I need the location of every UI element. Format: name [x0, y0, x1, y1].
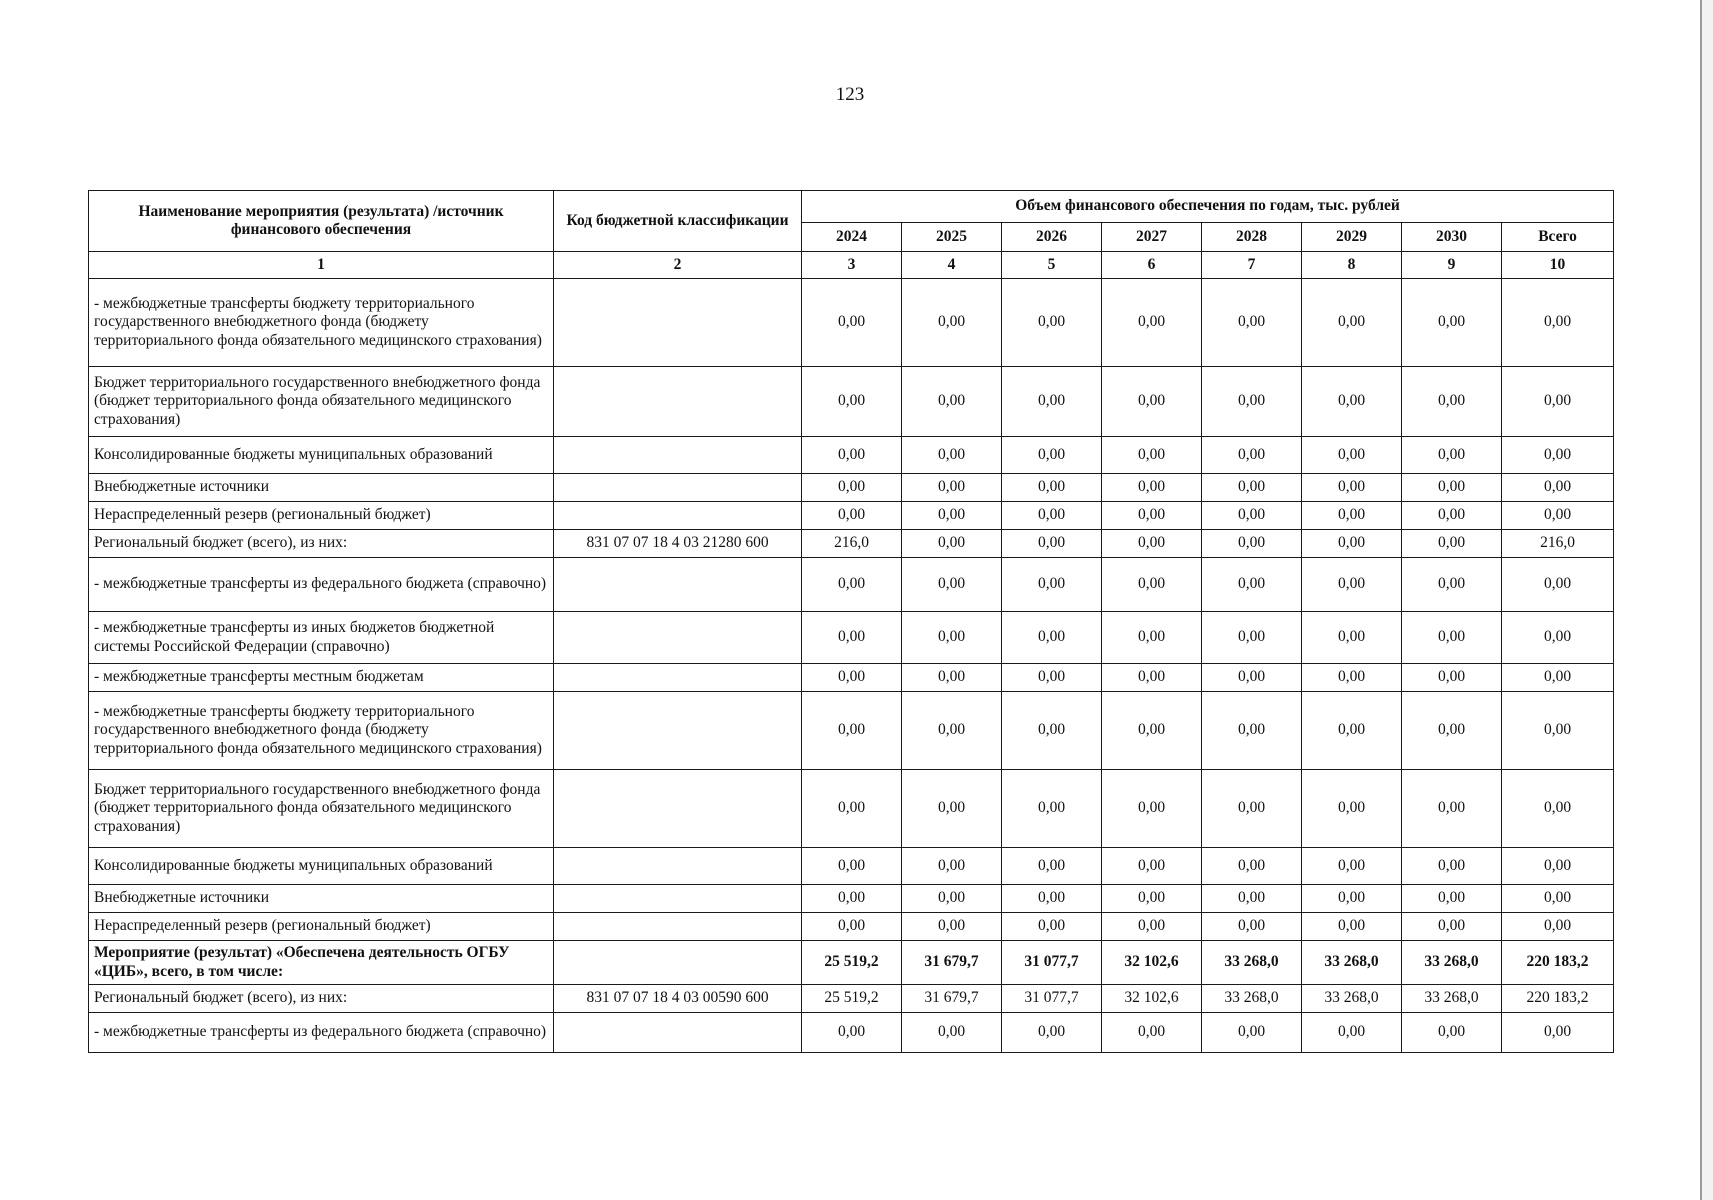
header-year: 2024 — [802, 223, 902, 252]
row-year-value: 0,00 — [1202, 664, 1302, 692]
row-year-value: 0,00 — [1402, 848, 1502, 885]
header-total: Всего — [1502, 223, 1614, 252]
row-year-value: 0,00 — [1302, 474, 1402, 502]
row-year-value: 0,00 — [1002, 848, 1102, 885]
row-year-value: 0,00 — [1202, 770, 1302, 848]
row-name: - межбюджетные трансферты местным бюджетам — [89, 664, 554, 692]
row-year-value: 0,00 — [802, 612, 902, 664]
row-year-value: 0,00 — [1402, 279, 1502, 367]
table-row — [89, 985, 1614, 1013]
row-year-value: 33 268,0 — [1402, 941, 1502, 985]
row-year-value: 0,00 — [1102, 437, 1202, 474]
row-name: Нераспределенный резерв (региональный бюджет) — [89, 913, 554, 941]
row-year-value: 32 102,6 — [1102, 941, 1202, 985]
table-row — [89, 502, 1614, 530]
row-total-value: 0,00 — [1502, 279, 1614, 367]
table-row — [89, 770, 1614, 848]
row-year-value: 0,00 — [1202, 913, 1302, 941]
row-year-value: 0,00 — [1302, 530, 1402, 558]
row-budget-code — [554, 474, 802, 502]
row-year-value: 0,00 — [1102, 279, 1202, 367]
row-year-value: 0,00 — [802, 437, 902, 474]
column-index: 4 — [902, 252, 1002, 279]
row-year-value: 0,00 — [1002, 913, 1102, 941]
row-year-value: 25 519,2 — [802, 941, 902, 985]
row-year-value: 0,00 — [1002, 664, 1102, 692]
column-index: 3 — [802, 252, 902, 279]
row-year-value: 0,00 — [1402, 692, 1502, 770]
row-total-value: 220 183,2 — [1502, 985, 1614, 1013]
column-index: 10 — [1502, 252, 1614, 279]
row-year-value: 0,00 — [802, 848, 902, 885]
row-year-value: 0,00 — [802, 279, 902, 367]
row-total-value: 220 183,2 — [1502, 941, 1614, 985]
row-year-value: 0,00 — [1002, 502, 1102, 530]
row-year-value: 0,00 — [1402, 437, 1502, 474]
row-year-value: 0,00 — [1402, 664, 1502, 692]
row-budget-code — [554, 885, 802, 913]
table-row — [89, 848, 1614, 885]
row-year-value: 0,00 — [1102, 692, 1202, 770]
header-code: Код бюджетной классификации — [554, 191, 802, 252]
row-year-value: 0,00 — [1302, 913, 1402, 941]
row-year-value: 0,00 — [1402, 913, 1502, 941]
row-budget-code — [554, 612, 802, 664]
row-year-value: 0,00 — [1102, 885, 1202, 913]
column-index: 6 — [1102, 252, 1202, 279]
row-budget-code — [554, 770, 802, 848]
column-index-row — [89, 252, 1614, 279]
row-year-value: 0,00 — [1002, 530, 1102, 558]
row-name: - межбюджетные трансферты бюджету территориального государственного внебюджетного фонда (бюджету территориального фонда обязательного медицинского страхования) — [89, 279, 554, 367]
row-budget-code — [554, 367, 802, 437]
row-year-value: 0,00 — [1202, 692, 1302, 770]
row-year-value: 33 268,0 — [1202, 941, 1302, 985]
row-year-value: 0,00 — [1402, 474, 1502, 502]
row-year-value: 0,00 — [802, 770, 902, 848]
row-total-value: 0,00 — [1502, 692, 1614, 770]
table-row — [89, 437, 1614, 474]
row-year-value: 0,00 — [1402, 1013, 1502, 1053]
row-year-value: 0,00 — [1402, 530, 1502, 558]
row-year-value: 0,00 — [902, 530, 1002, 558]
header-year: 2026 — [1002, 223, 1102, 252]
row-year-value: 0,00 — [1002, 885, 1102, 913]
row-year-value: 33 268,0 — [1302, 985, 1402, 1013]
row-budget-code — [554, 941, 802, 985]
row-year-value: 0,00 — [1302, 885, 1402, 913]
row-budget-code — [554, 848, 802, 885]
row-year-value: 0,00 — [1102, 530, 1202, 558]
row-budget-code: 831 07 07 18 4 03 00590 600 — [554, 985, 802, 1013]
table-row — [89, 1013, 1614, 1053]
row-year-value: 0,00 — [1402, 770, 1502, 848]
row-year-value: 31 679,7 — [902, 941, 1002, 985]
row-year-value: 0,00 — [1202, 885, 1302, 913]
row-budget-code — [554, 502, 802, 530]
row-total-value: 0,00 — [1502, 664, 1614, 692]
row-year-value: 0,00 — [1102, 664, 1202, 692]
row-year-value: 0,00 — [802, 502, 902, 530]
header-year: 2027 — [1102, 223, 1202, 252]
row-year-value: 0,00 — [1102, 1013, 1202, 1053]
row-year-value: 0,00 — [902, 913, 1002, 941]
header-year: 2028 — [1202, 223, 1302, 252]
row-year-value: 0,00 — [1302, 612, 1402, 664]
table-row — [89, 664, 1614, 692]
table-row — [89, 474, 1614, 502]
row-year-value: 0,00 — [902, 1013, 1002, 1053]
column-index: 8 — [1302, 252, 1402, 279]
table-row — [89, 530, 1614, 558]
row-year-value: 0,00 — [1002, 558, 1102, 612]
row-name: - межбюджетные трансферты бюджету территориального государственного внебюджетного фонда (бюджету территориального фонда обязательного медицинского страхования) — [89, 692, 554, 770]
row-name: Внебюджетные источники — [89, 474, 554, 502]
header-volume: Объем финансового обеспечения по годам, тыс. рублей — [802, 191, 1614, 223]
row-year-value: 0,00 — [1302, 848, 1402, 885]
row-budget-code — [554, 279, 802, 367]
row-year-value: 0,00 — [1402, 885, 1502, 913]
row-year-value: 0,00 — [1302, 437, 1402, 474]
row-year-value: 0,00 — [1402, 558, 1502, 612]
row-year-value: 0,00 — [1202, 530, 1302, 558]
row-total-value: 216,0 — [1502, 530, 1614, 558]
row-budget-code — [554, 558, 802, 612]
row-year-value: 0,00 — [802, 1013, 902, 1053]
row-year-value: 0,00 — [1302, 1013, 1402, 1053]
row-total-value: 0,00 — [1502, 367, 1614, 437]
row-year-value: 0,00 — [1002, 770, 1102, 848]
row-total-value: 0,00 — [1502, 502, 1614, 530]
row-year-value: 0,00 — [1002, 474, 1102, 502]
column-index: 2 — [554, 252, 802, 279]
row-year-value: 33 268,0 — [1302, 941, 1402, 985]
row-year-value: 0,00 — [1102, 612, 1202, 664]
row-year-value: 0,00 — [1402, 502, 1502, 530]
row-year-value: 0,00 — [1302, 502, 1402, 530]
row-total-value: 0,00 — [1502, 474, 1614, 502]
row-year-value: 0,00 — [1102, 770, 1202, 848]
row-year-value: 33 268,0 — [1402, 985, 1502, 1013]
row-year-value: 0,00 — [1002, 1013, 1102, 1053]
row-name: Внебюджетные источники — [89, 885, 554, 913]
row-budget-code — [554, 1013, 802, 1053]
row-name: - межбюджетные трансферты из федерального бюджета (справочно) — [89, 1013, 554, 1053]
row-name: Консолидированные бюджеты муниципальных образований — [89, 848, 554, 885]
row-name: Консолидированные бюджеты муниципальных образований — [89, 437, 554, 474]
row-year-value: 0,00 — [1102, 367, 1202, 437]
row-year-value: 0,00 — [1202, 279, 1302, 367]
row-year-value: 0,00 — [1302, 279, 1402, 367]
column-index: 5 — [1002, 252, 1102, 279]
table-row — [89, 941, 1614, 985]
row-year-value: 0,00 — [802, 692, 902, 770]
row-budget-code — [554, 437, 802, 474]
row-budget-code — [554, 913, 802, 941]
row-year-value: 0,00 — [902, 612, 1002, 664]
row-year-value: 31 679,7 — [902, 985, 1002, 1013]
table-row — [89, 558, 1614, 612]
row-year-value: 0,00 — [1302, 692, 1402, 770]
row-year-value: 0,00 — [902, 367, 1002, 437]
row-name: Бюджет территориального государственного внебюджетного фонда (бюджет территориального фонда обязательного медицинского страхования) — [89, 770, 554, 848]
row-year-value: 0,00 — [1302, 770, 1402, 848]
row-year-value: 33 268,0 — [1202, 985, 1302, 1013]
row-year-value: 0,00 — [1202, 1013, 1302, 1053]
row-year-value: 0,00 — [802, 367, 902, 437]
table-body — [89, 279, 1614, 1053]
row-name: Мероприятие (результат) «Обеспечена деятельность ОГБУ «ЦИБ», всего, в том числе: — [89, 941, 554, 985]
row-year-value: 0,00 — [902, 279, 1002, 367]
row-year-value: 0,00 — [1202, 367, 1302, 437]
row-year-value: 0,00 — [1002, 367, 1102, 437]
row-year-value: 0,00 — [802, 913, 902, 941]
table-row — [89, 279, 1614, 367]
row-total-value: 0,00 — [1502, 848, 1614, 885]
row-year-value: 0,00 — [802, 885, 902, 913]
row-year-value: 0,00 — [902, 558, 1002, 612]
row-total-value: 0,00 — [1502, 437, 1614, 474]
row-total-value: 0,00 — [1502, 885, 1614, 913]
table-row — [89, 367, 1614, 437]
row-year-value: 0,00 — [1402, 612, 1502, 664]
row-year-value: 32 102,6 — [1102, 985, 1202, 1013]
row-year-value: 0,00 — [1202, 437, 1302, 474]
table-row — [89, 612, 1614, 664]
row-name: Нераспределенный резерв (региональный бюджет) — [89, 502, 554, 530]
row-total-value: 0,00 — [1502, 1013, 1614, 1053]
row-year-value: 0,00 — [1102, 848, 1202, 885]
row-year-value: 0,00 — [1402, 367, 1502, 437]
row-year-value: 0,00 — [1302, 664, 1402, 692]
header-year: 2025 — [902, 223, 1002, 252]
row-name: Бюджет территориального государственного внебюджетного фонда (бюджет территориального фонда обязательного медицинского страхования) — [89, 367, 554, 437]
row-year-value: 31 077,7 — [1002, 985, 1102, 1013]
row-year-value: 25 519,2 — [802, 985, 902, 1013]
row-year-value: 0,00 — [1102, 502, 1202, 530]
row-year-value: 0,00 — [1202, 558, 1302, 612]
row-year-value: 216,0 — [802, 530, 902, 558]
row-year-value: 0,00 — [1302, 367, 1402, 437]
row-year-value: 0,00 — [1302, 558, 1402, 612]
row-year-value: 0,00 — [1202, 474, 1302, 502]
table-row — [89, 885, 1614, 913]
row-year-value: 0,00 — [1002, 692, 1102, 770]
row-year-value: 0,00 — [802, 664, 902, 692]
row-year-value: 31 077,7 — [1002, 941, 1102, 985]
budget-table — [88, 190, 1614, 1053]
row-year-value: 0,00 — [802, 474, 902, 502]
row-year-value: 0,00 — [902, 692, 1002, 770]
row-year-value: 0,00 — [1102, 474, 1202, 502]
row-year-value: 0,00 — [902, 664, 1002, 692]
row-year-value: 0,00 — [1002, 279, 1102, 367]
row-year-value: 0,00 — [1102, 913, 1202, 941]
row-year-value: 0,00 — [902, 770, 1002, 848]
header-year: 2030 — [1402, 223, 1502, 252]
row-total-value: 0,00 — [1502, 612, 1614, 664]
row-total-value: 0,00 — [1502, 558, 1614, 612]
page-number: 123 — [835, 84, 865, 105]
row-name: Региональный бюджет (всего), из них: — [89, 530, 554, 558]
table-row — [89, 913, 1614, 941]
row-year-value: 0,00 — [1202, 612, 1302, 664]
column-index: 7 — [1202, 252, 1302, 279]
row-total-value: 0,00 — [1502, 913, 1614, 941]
table-row — [89, 692, 1614, 770]
row-year-value: 0,00 — [1202, 848, 1302, 885]
row-name: - межбюджетные трансферты из федерального бюджета (справочно) — [89, 558, 554, 612]
row-year-value: 0,00 — [802, 558, 902, 612]
header-year: 2029 — [1302, 223, 1402, 252]
row-year-value: 0,00 — [902, 474, 1002, 502]
row-budget-code — [554, 692, 802, 770]
row-year-value: 0,00 — [1202, 502, 1302, 530]
row-year-value: 0,00 — [902, 848, 1002, 885]
row-name: Региональный бюджет (всего), из них: — [89, 985, 554, 1013]
header-name: Наименование мероприятия (результата) /источник финансового обеспечения — [89, 191, 554, 252]
row-year-value: 0,00 — [1002, 612, 1102, 664]
row-year-value: 0,00 — [902, 502, 1002, 530]
row-year-value: 0,00 — [902, 885, 1002, 913]
row-year-value: 0,00 — [902, 437, 1002, 474]
row-year-value: 0,00 — [1002, 437, 1102, 474]
row-budget-code — [554, 664, 802, 692]
row-budget-code: 831 07 07 18 4 03 21280 600 — [554, 530, 802, 558]
row-year-value: 0,00 — [1102, 558, 1202, 612]
row-total-value: 0,00 — [1502, 770, 1614, 848]
column-index: 1 — [89, 252, 554, 279]
column-index: 9 — [1402, 252, 1502, 279]
row-name: - межбюджетные трансферты из иных бюджетов бюджетной системы Российской Федерации (справочно) — [89, 612, 554, 664]
